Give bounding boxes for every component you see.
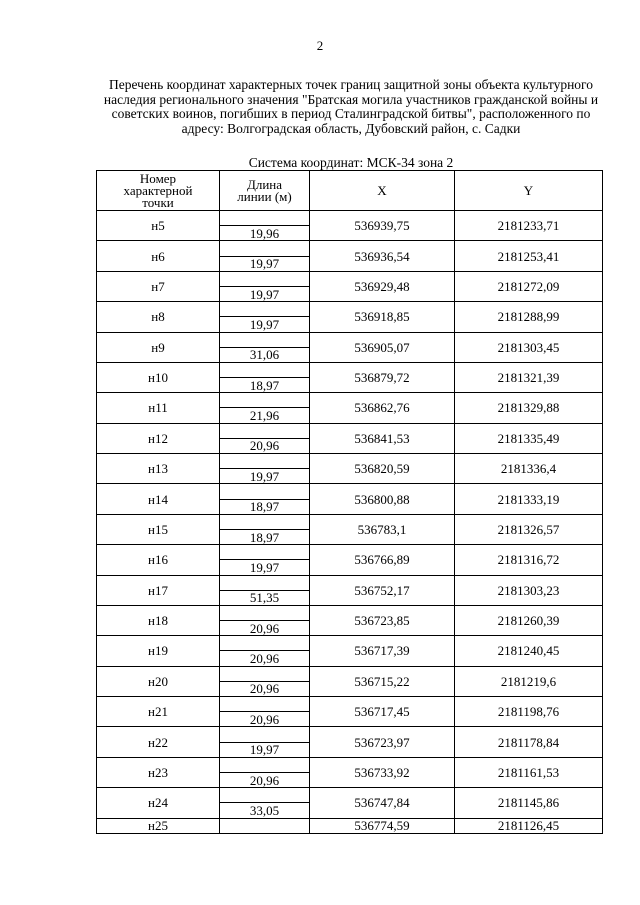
header-line-length: Длина линии (м) bbox=[220, 171, 310, 211]
length-empty-cell bbox=[220, 788, 310, 803]
table-row bbox=[97, 697, 603, 712]
x-coordinate-cell: 536733,92 bbox=[310, 757, 455, 787]
y-coordinate-cell: 2181161,53 bbox=[455, 757, 603, 787]
length-empty-cell bbox=[220, 514, 310, 529]
line-length-cell: 31,06 bbox=[220, 347, 310, 362]
line-length-cell: 19,97 bbox=[220, 317, 310, 332]
line-length-cell: 19,97 bbox=[220, 256, 310, 271]
table-row bbox=[97, 393, 603, 408]
table-row bbox=[97, 241, 603, 256]
x-coordinate-cell: 536717,39 bbox=[310, 636, 455, 666]
table-row bbox=[97, 666, 603, 681]
length-empty-cell bbox=[220, 697, 310, 712]
point-name-cell: н19 bbox=[97, 636, 220, 666]
x-coordinate-cell: 536905,07 bbox=[310, 332, 455, 362]
line-length-cell: 19,97 bbox=[220, 286, 310, 301]
point-name-cell: н21 bbox=[97, 697, 220, 727]
x-coordinate-cell: 536879,72 bbox=[310, 362, 455, 392]
length-empty-cell bbox=[220, 302, 310, 317]
length-empty-cell bbox=[220, 575, 310, 590]
point-name-cell: н17 bbox=[97, 575, 220, 605]
line-length-cell: 18,97 bbox=[220, 529, 310, 544]
line-length-cell: 18,97 bbox=[220, 499, 310, 514]
table-row bbox=[97, 484, 603, 499]
table-row bbox=[97, 514, 603, 529]
table-row bbox=[97, 757, 603, 772]
x-coordinate-cell: 536715,22 bbox=[310, 666, 455, 696]
table-row bbox=[97, 727, 603, 742]
y-coordinate-cell: 2181219,6 bbox=[455, 666, 603, 696]
length-empty-cell bbox=[220, 423, 310, 438]
y-coordinate-cell: 2181260,39 bbox=[455, 605, 603, 635]
line-length-cell: 20,96 bbox=[220, 438, 310, 453]
point-name-cell: н9 bbox=[97, 332, 220, 362]
table-row bbox=[97, 454, 603, 469]
table-header-row bbox=[97, 171, 603, 211]
y-coordinate-cell: 2181336,4 bbox=[455, 454, 603, 484]
header-y: Y bbox=[455, 171, 603, 211]
point-name-cell: н6 bbox=[97, 241, 220, 271]
table-row bbox=[97, 332, 603, 347]
point-name-cell: н5 bbox=[97, 211, 220, 241]
line-length-cell: 19,96 bbox=[220, 226, 310, 241]
table-row bbox=[97, 211, 603, 226]
x-coordinate-cell: 536774,59 bbox=[310, 818, 455, 833]
y-coordinate-cell: 2181240,45 bbox=[455, 636, 603, 666]
length-empty-cell bbox=[220, 362, 310, 377]
x-coordinate-cell: 536752,17 bbox=[310, 575, 455, 605]
point-name-cell: н22 bbox=[97, 727, 220, 757]
point-name-cell: н25 bbox=[97, 818, 220, 833]
x-coordinate-cell: 536800,88 bbox=[310, 484, 455, 514]
x-coordinate-cell: 536783,1 bbox=[310, 514, 455, 544]
y-coordinate-cell: 2181288,99 bbox=[455, 302, 603, 332]
header-x: X bbox=[310, 171, 455, 211]
point-name-cell: н24 bbox=[97, 788, 220, 818]
line-length-cell: 33,05 bbox=[220, 803, 310, 818]
point-name-cell: н11 bbox=[97, 393, 220, 423]
x-coordinate-cell: 536841,53 bbox=[310, 423, 455, 453]
y-coordinate-cell: 2181198,76 bbox=[455, 697, 603, 727]
length-empty-cell bbox=[220, 636, 310, 651]
x-coordinate-cell: 536918,85 bbox=[310, 302, 455, 332]
table-row bbox=[97, 302, 603, 317]
y-coordinate-cell: 2181303,23 bbox=[455, 575, 603, 605]
x-coordinate-cell: 536723,97 bbox=[310, 727, 455, 757]
table-row bbox=[97, 362, 603, 377]
y-coordinate-cell: 2181316,72 bbox=[455, 545, 603, 575]
line-length-cell: 20,96 bbox=[220, 681, 310, 696]
length-empty-cell bbox=[220, 605, 310, 620]
x-coordinate-cell: 536820,59 bbox=[310, 454, 455, 484]
table-row bbox=[97, 818, 603, 833]
point-name-cell: н7 bbox=[97, 271, 220, 301]
line-length-cell: 21,96 bbox=[220, 408, 310, 423]
length-empty-cell bbox=[220, 454, 310, 469]
y-coordinate-cell: 2181145,86 bbox=[455, 788, 603, 818]
y-coordinate-cell: 2181253,41 bbox=[455, 241, 603, 271]
line-length-cell: 18,97 bbox=[220, 378, 310, 393]
coordinates-table bbox=[96, 170, 603, 834]
length-empty-cell bbox=[220, 393, 310, 408]
length-empty-cell bbox=[220, 211, 310, 226]
table-row bbox=[97, 788, 603, 803]
y-coordinate-cell: 2181126,45 bbox=[455, 818, 603, 833]
line-length-cell: 20,96 bbox=[220, 772, 310, 787]
line-length-cell: 20,96 bbox=[220, 712, 310, 727]
point-name-cell: н15 bbox=[97, 514, 220, 544]
table-row bbox=[97, 636, 603, 651]
y-coordinate-cell: 2181178,84 bbox=[455, 727, 603, 757]
x-coordinate-cell: 536939,75 bbox=[310, 211, 455, 241]
x-coordinate-cell: 536717,45 bbox=[310, 697, 455, 727]
y-coordinate-cell: 2181233,71 bbox=[455, 211, 603, 241]
y-coordinate-cell: 2181335,49 bbox=[455, 423, 603, 453]
length-empty-cell bbox=[220, 484, 310, 499]
length-empty-cell bbox=[220, 271, 310, 286]
table-row bbox=[97, 271, 603, 286]
point-name-cell: н20 bbox=[97, 666, 220, 696]
table-row bbox=[97, 575, 603, 590]
length-empty-cell bbox=[220, 757, 310, 772]
point-name-cell: н13 bbox=[97, 454, 220, 484]
coordinate-system-caption: Система координат: МСК-34 зона 2 bbox=[248, 155, 454, 170]
line-length-cell: 19,97 bbox=[220, 560, 310, 575]
table-row bbox=[97, 423, 603, 438]
length-empty-cell bbox=[220, 818, 310, 833]
point-name-cell: н8 bbox=[97, 302, 220, 332]
table-row bbox=[97, 605, 603, 620]
x-coordinate-cell: 536929,48 bbox=[310, 271, 455, 301]
length-empty-cell bbox=[220, 332, 310, 347]
x-coordinate-cell: 536862,76 bbox=[310, 393, 455, 423]
line-length-cell: 20,96 bbox=[220, 621, 310, 636]
x-coordinate-cell: 536936,54 bbox=[310, 241, 455, 271]
point-name-cell: н23 bbox=[97, 757, 220, 787]
line-length-cell: 51,35 bbox=[220, 590, 310, 605]
table-row bbox=[97, 545, 603, 560]
document-title: Перечень координат характерных точек границ защитной зоны объекта культурного наследия регионального значения "Братская могила участников гражданской войны и советских воинов, погибших в период Сталинградской битвы", расположенного по адресу: Волгоградская область, Дубовский район, с. Садки bbox=[103, 77, 599, 136]
y-coordinate-cell: 2181326,57 bbox=[455, 514, 603, 544]
x-coordinate-cell: 536747,84 bbox=[310, 788, 455, 818]
x-coordinate-cell: 536723,85 bbox=[310, 605, 455, 635]
y-coordinate-cell: 2181272,09 bbox=[455, 271, 603, 301]
page-number: 2 bbox=[316, 38, 324, 53]
header-point-number: Номер характерной точки bbox=[97, 171, 220, 211]
line-length-cell: 20,96 bbox=[220, 651, 310, 666]
point-name-cell: н16 bbox=[97, 545, 220, 575]
length-empty-cell bbox=[220, 545, 310, 560]
line-length-cell: 19,97 bbox=[220, 469, 310, 484]
y-coordinate-cell: 2181333,19 bbox=[455, 484, 603, 514]
length-empty-cell bbox=[220, 666, 310, 681]
point-name-cell: н14 bbox=[97, 484, 220, 514]
y-coordinate-cell: 2181329,88 bbox=[455, 393, 603, 423]
x-coordinate-cell: 536766,89 bbox=[310, 545, 455, 575]
point-name-cell: н10 bbox=[97, 362, 220, 392]
y-coordinate-cell: 2181321,39 bbox=[455, 362, 603, 392]
line-length-cell: 19,97 bbox=[220, 742, 310, 757]
length-empty-cell bbox=[220, 241, 310, 256]
y-coordinate-cell: 2181303,45 bbox=[455, 332, 603, 362]
point-name-cell: н18 bbox=[97, 605, 220, 635]
point-name-cell: н12 bbox=[97, 423, 220, 453]
length-empty-cell bbox=[220, 727, 310, 742]
